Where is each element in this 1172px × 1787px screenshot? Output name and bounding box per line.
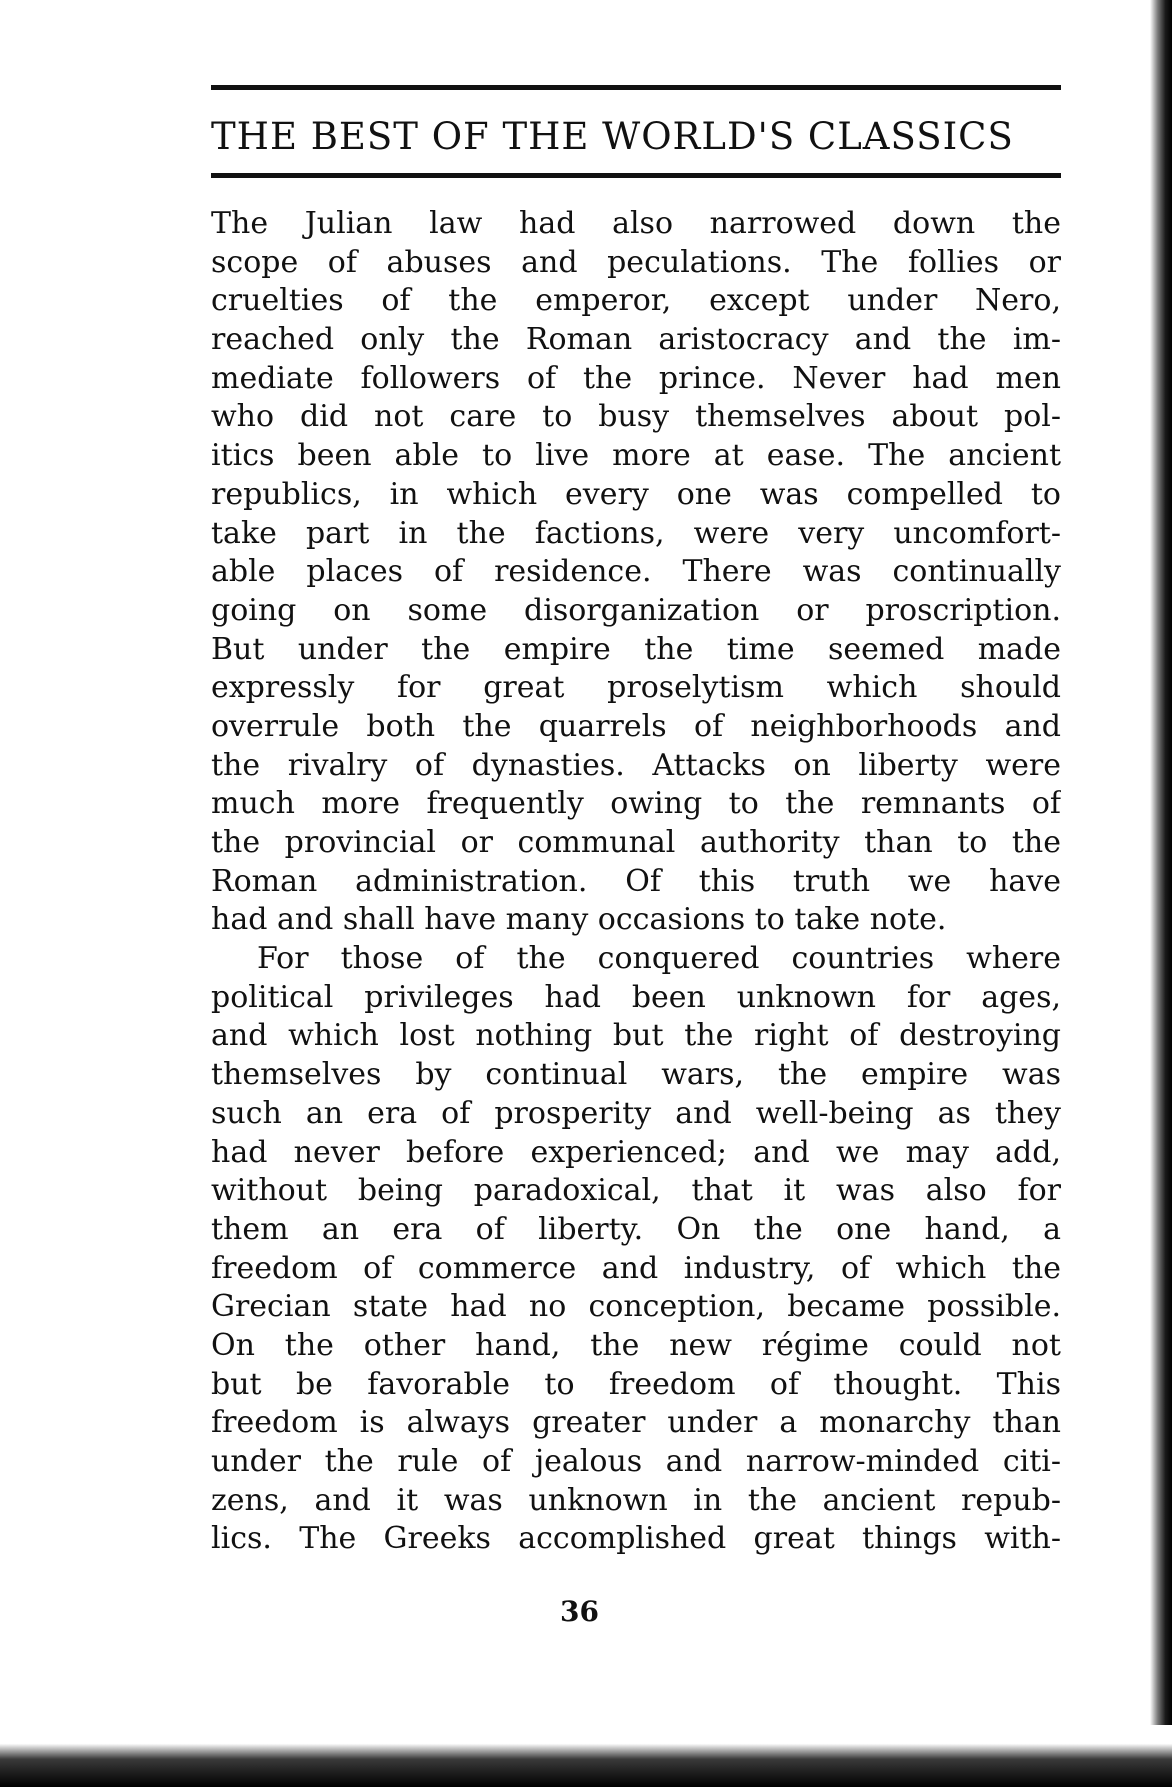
paragraph-end-line: had and shall have many occasions to take note. [211, 902, 947, 938]
running-head: THE BEST OF THE WORLD'S CLASSICS [211, 115, 1014, 158]
text-line: Grecian state had no conception, became possible. [211, 1289, 1061, 1325]
text-line: themselves by continual wars, the empire was [211, 1057, 1061, 1093]
text-line: Roman administration. Of this truth we have [211, 863, 1061, 899]
body-text [211, 205, 1061, 1559]
text-line: cruelties of the emperor, except under Nero, [211, 283, 1061, 319]
text-line: expressly for great proselytism which should [211, 670, 1061, 706]
text-line: zens, and it was unknown in the ancient repub- [211, 1482, 1061, 1518]
text-line: scope of abuses and peculations. The follies or [211, 244, 1061, 280]
paragraph-start-line: For those of the conquered countries where [257, 941, 1061, 977]
text-line: the provincial or communal authority than to the [211, 825, 1061, 860]
text-line: who did not care to busy themselves about pol- [211, 399, 1061, 435]
text-line: But under the empire the time seemed made [211, 631, 1061, 667]
header-rule-top [211, 85, 1061, 90]
header-rule-bottom [211, 173, 1061, 178]
text-line: mediate followers of the prince. Never had men [211, 360, 1061, 396]
text-line: freedom of commerce and industry, of which the [211, 1250, 1061, 1286]
text-line: reached only the Roman aristocracy and the im- [211, 322, 1061, 358]
binding-shadow [1150, 0, 1172, 1787]
text-line: lics. The Greeks accomplished great things with- [211, 1521, 1061, 1557]
text-line: but be favorable to freedom of thought. This [211, 1366, 1061, 1402]
text-line: political privileges had been unknown for ages, [211, 979, 1061, 1015]
text-line: overrule both the quarrels of neighborhoods and [211, 708, 1061, 744]
text-line: much more frequently owing to the remnants of [211, 786, 1061, 822]
page-number: 36 [560, 1595, 599, 1628]
text-line: under the rule of jealous and narrow-minded citi- [211, 1444, 1061, 1479]
text-line: On the other hand, the new régime could not [211, 1327, 1061, 1363]
text-line: the rivalry of dynasties. Attacks on liberty were [211, 747, 1061, 783]
text-line: and which lost nothing but the right of destroying [211, 1018, 1061, 1054]
text-line: able places of residence. There was continually [211, 554, 1061, 590]
text-line: them an era of liberty. On the one hand, a [211, 1211, 1061, 1247]
text-line: freedom is always greater under a monarchy than [211, 1405, 1061, 1441]
text-line: going on some disorganization or proscription. [211, 592, 1061, 628]
text-line: republics, in which every one was compelled to [211, 476, 1061, 512]
text-line: The Julian law had also narrowed down the [211, 206, 1061, 241]
bottom-edge-shadow [0, 1725, 1172, 1787]
text-line: itics been able to live more at ease. The ancient [211, 438, 1061, 474]
text-line: without being paradoxical, that it was also for [211, 1173, 1061, 1209]
text-line: such an era of prosperity and well-being as they [211, 1095, 1061, 1131]
text-line: take part in the factions, were very uncomfort- [211, 515, 1061, 551]
text-line: had never before experienced; and we may add, [211, 1134, 1061, 1170]
